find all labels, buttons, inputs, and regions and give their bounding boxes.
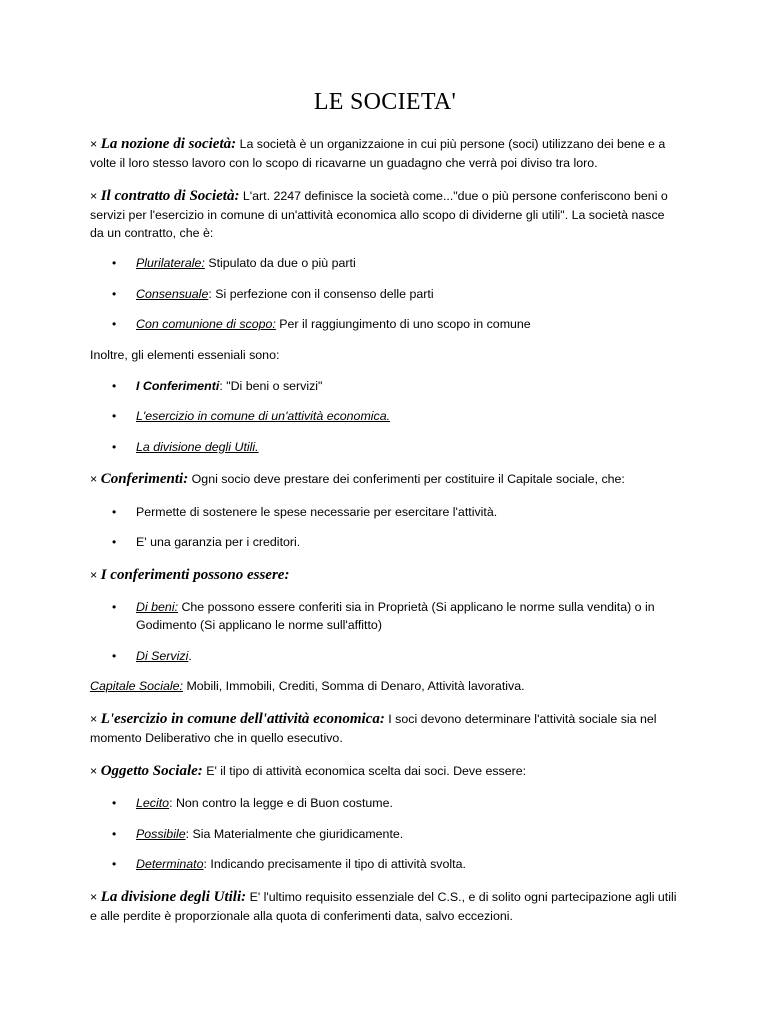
list-oggetto <box>90 795 680 874</box>
cross-icon: × <box>90 568 98 582</box>
list-item: • Possibile: Sia Materialmente che giuridicamente. <box>90 826 680 844</box>
section-oggetto <box>90 761 680 782</box>
text-conferimenti: Ogni socio deve prestare dei conferimenti per costituire il Capitale sociale, che: <box>191 472 625 487</box>
text-nozione: La società è un organizzaione in cui più persone (soci) utilizzano dei bene e a volte il loro stesso lavoro con lo scopo di ricavarne un guadagno che verrà poi diviso tra loro. <box>90 136 666 171</box>
text-contratto: L'art. 2247 definisce la società come..."due o più persone conferiscono beni o servizi per l'esercizio in comune di un'attività economica allo scopo di dividerne gli utili". La società nasce da un contratto, che è: <box>90 188 668 240</box>
cross-icon: × <box>90 136 98 151</box>
heading-conferimenti: Conferimenti: <box>100 471 189 488</box>
section-nozione <box>90 134 680 173</box>
section-divisione <box>90 887 680 926</box>
capitale-sociale <box>90 678 680 696</box>
list-item: • Con comunione di scopo: Per il raggiungimento di uno scopo in comune <box>90 316 680 334</box>
cross-icon: × <box>90 472 98 487</box>
cross-icon: × <box>90 763 98 778</box>
section-conferimenti <box>90 469 680 490</box>
text-oggetto: E' il tipo di attività economica scelta dai soci. Deve essere: <box>206 763 527 778</box>
capitale-desc: Mobili, Immobili, Crediti, Somma di Denaro, Attività lavorativa. <box>186 679 525 694</box>
elements-intro: Inoltre, gli elementi esseniali sono: <box>90 348 280 363</box>
heading-possono: I conferimenti possono essere: <box>100 567 290 583</box>
list-item: • Determinato: Indicando precisamente il tipo di attività svolta. <box>90 856 680 874</box>
list-possono <box>90 599 680 665</box>
list-item: • Permette di sostenere le spese necessarie per esercitare l'attività. <box>90 504 680 522</box>
section-esercizio <box>90 709 680 748</box>
heading-contratto: Il contratto di Società: <box>100 187 240 204</box>
section-possono <box>90 565 680 586</box>
heading-divisione: La divisione degli Utili: <box>100 888 247 905</box>
list-elementi <box>90 378 680 457</box>
list-item: • Lecito: Non contro la legge e di Buon costume. <box>90 795 680 813</box>
text-esercizio: I soci devono determinare l'attività sociale sia nel momento Deliberativo che in quello esecutivo. <box>90 711 657 746</box>
list-item: • E' una garanzia per i creditori. <box>90 534 680 552</box>
document-page <box>90 88 680 939</box>
section-contratto <box>90 186 680 243</box>
heading-oggetto: Oggetto Sociale: <box>100 762 203 779</box>
list-item: • Di beni: Che possono essere conferiti sia in Proprietà (Si applicano le norme sulla vendita) o in Godimento (Si applicano le norme sull'affitto) <box>90 599 680 634</box>
list-item: • L'esercizio in comune di un'attività economica. <box>90 408 680 426</box>
list-item: • La divisione degli Utili. <box>90 439 680 457</box>
page-title: LE SOCIETA' <box>313 89 457 115</box>
heading-esercizio: L'esercizio in comune dell'attività economica: <box>100 710 385 727</box>
list-item: • I Conferimenti: "Di beni o servizi" <box>90 378 680 396</box>
list-item: • Di Servizi. <box>90 648 680 666</box>
list-item: • Plurilaterale: Stipulato da due o più parti <box>90 255 680 273</box>
cross-icon: × <box>90 711 98 726</box>
cross-icon: × <box>90 188 98 203</box>
list-contratto <box>90 255 680 334</box>
capitale-term: Capitale Sociale: <box>90 679 183 694</box>
text-divisione: E' l'ultimo requisito essenziale del C.S., e di solito ogni partecipazione agli utili e alle perdite è proporzionale alla quota di conferimenti data, salvo eccezioni. <box>90 889 677 924</box>
list-item: • Consensuale: Si perfezione con il consenso delle parti <box>90 286 680 304</box>
cross-icon: × <box>90 889 98 904</box>
list-conferimenti <box>90 504 680 552</box>
heading-nozione: La nozione di società: <box>100 135 237 152</box>
